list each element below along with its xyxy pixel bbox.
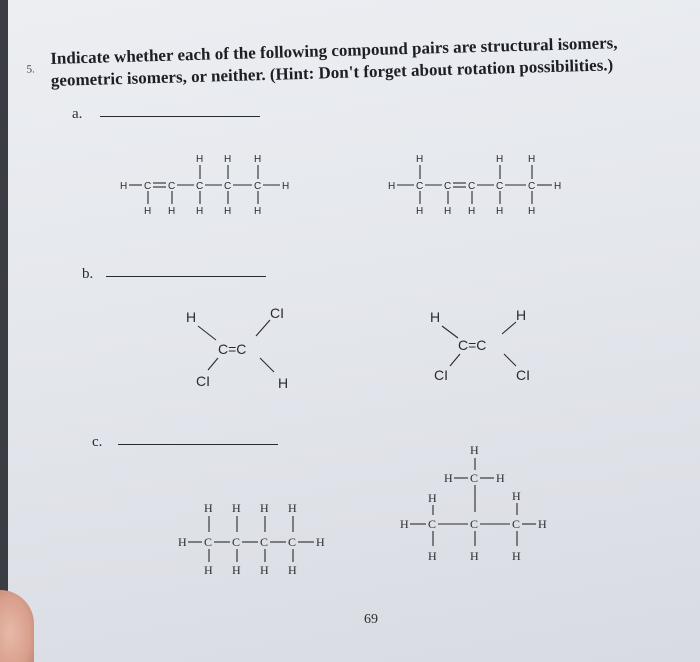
svg-text:H: H bbox=[282, 181, 290, 192]
svg-text:H: H bbox=[278, 375, 289, 391]
svg-text:H: H bbox=[316, 535, 325, 549]
svg-text:C: C bbox=[444, 181, 452, 192]
svg-text:H: H bbox=[470, 443, 479, 457]
svg-text:H: H bbox=[204, 501, 213, 515]
part-b-answer-blank[interactable] bbox=[106, 276, 266, 277]
svg-text:H: H bbox=[204, 563, 213, 577]
part-a-left-structure bbox=[118, 150, 338, 230]
svg-text:H: H bbox=[260, 501, 269, 515]
svg-text:C: C bbox=[168, 181, 176, 192]
svg-text:H: H bbox=[232, 563, 241, 577]
svg-text:H: H bbox=[260, 563, 269, 577]
svg-text:H: H bbox=[416, 154, 424, 165]
part-c-label: c. bbox=[92, 434, 103, 450]
svg-text:C=C: C=C bbox=[218, 341, 247, 357]
svg-text:H: H bbox=[168, 206, 176, 217]
svg-text:H: H bbox=[186, 309, 197, 325]
page-number: 69 bbox=[364, 612, 378, 627]
svg-text:H: H bbox=[232, 501, 241, 515]
part-a-label: a. bbox=[72, 106, 83, 122]
svg-text:H: H bbox=[430, 309, 441, 325]
svg-text:H: H bbox=[400, 517, 409, 531]
svg-text:CI: CI bbox=[270, 305, 284, 321]
svg-text:C: C bbox=[224, 181, 232, 192]
question-number: 5. bbox=[26, 63, 36, 76]
svg-text:C: C bbox=[416, 181, 424, 192]
svg-text:CI: CI bbox=[196, 373, 210, 389]
svg-text:C: C bbox=[144, 181, 152, 192]
svg-text:H: H bbox=[288, 563, 297, 577]
question-5 bbox=[26, 30, 691, 92]
svg-text:CI: CI bbox=[516, 367, 530, 383]
svg-text:H: H bbox=[512, 549, 521, 563]
svg-text:H: H bbox=[512, 489, 521, 503]
svg-text:H: H bbox=[470, 549, 479, 563]
svg-text:C: C bbox=[232, 535, 241, 549]
svg-text:C: C bbox=[254, 181, 262, 192]
svg-text:H: H bbox=[288, 501, 297, 515]
svg-text:H: H bbox=[444, 471, 453, 485]
svg-text:H: H bbox=[120, 181, 128, 192]
part-b-left-structure bbox=[176, 300, 316, 400]
part-a-answer-blank[interactable] bbox=[100, 116, 260, 117]
part-b-right-structure bbox=[420, 300, 560, 400]
svg-text:H: H bbox=[516, 307, 527, 323]
svg-text:H: H bbox=[224, 154, 232, 165]
svg-text:H: H bbox=[496, 206, 504, 217]
svg-text:C: C bbox=[528, 181, 536, 192]
svg-text:H: H bbox=[196, 206, 204, 217]
worksheet-page bbox=[8, 0, 700, 662]
svg-text:H: H bbox=[528, 154, 536, 165]
svg-text:C: C bbox=[470, 471, 479, 485]
svg-text:H: H bbox=[496, 154, 504, 165]
svg-text:C: C bbox=[428, 517, 437, 531]
svg-text:H: H bbox=[254, 206, 262, 217]
part-b-label: b. bbox=[82, 266, 94, 282]
svg-text:H: H bbox=[144, 206, 152, 217]
svg-text:H: H bbox=[388, 181, 396, 192]
svg-text:H: H bbox=[538, 517, 547, 531]
question-text: Indicate whether each of the following compound pairs are structural isomers, geometric isomers, or neither. (Hint: Don't forget about rotation possibilities.) bbox=[50, 33, 618, 90]
svg-text:H: H bbox=[254, 154, 262, 165]
svg-text:H: H bbox=[428, 491, 437, 505]
svg-text:H: H bbox=[496, 471, 505, 485]
svg-text:C: C bbox=[204, 535, 213, 549]
svg-text:H: H bbox=[196, 154, 204, 165]
svg-text:C: C bbox=[288, 535, 297, 549]
svg-text:C: C bbox=[470, 517, 479, 531]
svg-text:C=C: C=C bbox=[458, 337, 487, 353]
svg-text:H: H bbox=[528, 206, 536, 217]
svg-text:H: H bbox=[416, 206, 424, 217]
svg-text:CI: CI bbox=[434, 367, 448, 383]
svg-text:H: H bbox=[468, 206, 476, 217]
part-c-left-structure bbox=[176, 496, 376, 586]
svg-text:H: H bbox=[178, 535, 187, 549]
svg-text:H: H bbox=[554, 181, 562, 192]
svg-text:H: H bbox=[428, 549, 437, 563]
svg-text:C: C bbox=[512, 517, 521, 531]
part-a-right-structure bbox=[386, 150, 606, 230]
svg-text:H: H bbox=[444, 206, 452, 217]
part-c-right-structure bbox=[398, 442, 598, 582]
svg-text:C: C bbox=[468, 181, 476, 192]
svg-text:C: C bbox=[196, 181, 204, 192]
svg-text:C: C bbox=[260, 535, 269, 549]
svg-text:C: C bbox=[496, 181, 504, 192]
part-c-answer-blank[interactable] bbox=[118, 444, 278, 445]
svg-text:H: H bbox=[224, 206, 232, 217]
